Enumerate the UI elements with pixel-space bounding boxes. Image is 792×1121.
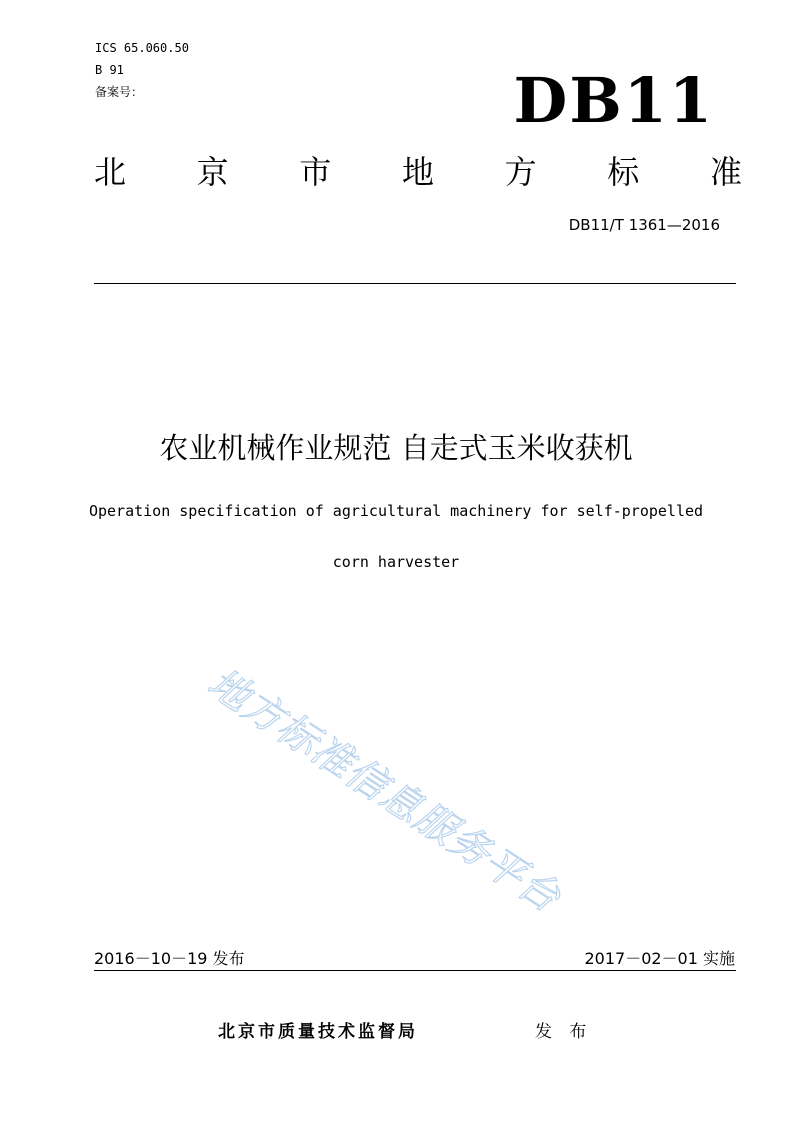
title-english-line2: corn harvester bbox=[332, 553, 460, 571]
title-chinese: 农业机械作业规范 自走式玉米收获机 bbox=[159, 431, 633, 465]
bottom-divider bbox=[94, 970, 736, 971]
issue-label: 发 布 bbox=[535, 1022, 593, 1042]
standard-type-char: 北 bbox=[94, 153, 127, 191]
standard-type-char: 标 bbox=[607, 153, 640, 191]
standard-type-char: 准 bbox=[709, 153, 742, 191]
issue-date: 2016－10－19 发布 bbox=[94, 949, 245, 968]
ics-code: ICS 65.060.50 bbox=[95, 41, 189, 55]
title-english-line1: Operation specification of agricultural machinery for self-propelled bbox=[88, 502, 704, 520]
implementation-date: 2017－02－01 实施 bbox=[584, 949, 735, 968]
standard-number: DB11/T 1361—2016 bbox=[568, 216, 720, 234]
standard-type-char: 京 bbox=[196, 153, 229, 191]
issuing-authority: 北京市质量技术监督局 bbox=[218, 1022, 418, 1042]
classification-code: B 91 bbox=[95, 63, 124, 77]
record-number-label: 备案号： bbox=[95, 85, 144, 99]
standard-type-char: 方 bbox=[504, 153, 537, 191]
watermark-text: 地方标准信息服务平台 bbox=[199, 659, 569, 922]
standard-type-char: 市 bbox=[299, 153, 332, 191]
db11-logo: DB11 bbox=[513, 64, 714, 137]
standard-type-char: 地 bbox=[401, 153, 434, 191]
